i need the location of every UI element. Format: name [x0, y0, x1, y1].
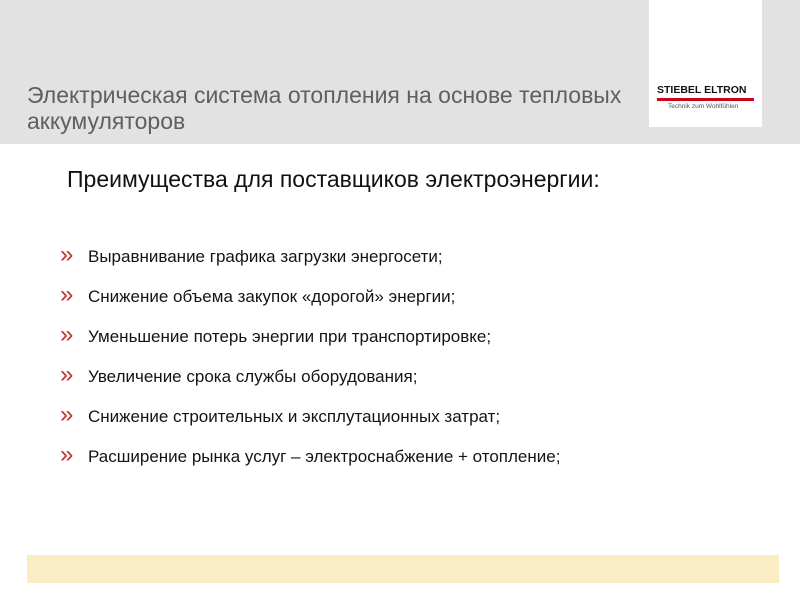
list-item — [60, 241, 780, 284]
list-item-text: Выравнивание графика загрузки энергосети; — [88, 247, 443, 266]
advantages-list — [60, 241, 780, 484]
list-item-text: Уменьшение потерь энергии при транспортировке; — [88, 327, 492, 346]
list-item — [60, 281, 780, 324]
list-item-text: Расширение рынка услуг – электроснабжение + отопление; — [88, 447, 561, 466]
slide-title: Электрическая система отопления на основе тепловых аккумуляторов — [27, 82, 622, 134]
logo-wordmark: STIEBEL ELTRON — [657, 83, 754, 101]
list-item-text: Увеличение срока службы оборудования; — [88, 367, 418, 386]
bullet-chevron-icon: » — [60, 241, 74, 268]
bullet-chevron-icon: » — [60, 281, 74, 308]
list-item — [60, 441, 780, 484]
bullet-chevron-icon: » — [60, 401, 74, 428]
brand-logo — [649, 0, 762, 127]
logo-tagline: Technik zum Wohlfühlen — [668, 103, 739, 110]
list-item-text: Снижение строительных и эксплутационных затрат; — [88, 407, 501, 426]
list-item — [60, 321, 780, 364]
bullet-chevron-icon: » — [60, 321, 74, 348]
list-item — [60, 401, 780, 444]
header-band — [0, 0, 800, 144]
bullet-chevron-icon: » — [60, 361, 74, 388]
footer-band — [27, 555, 779, 583]
list-item — [60, 361, 780, 404]
bullet-chevron-icon: » — [60, 441, 74, 468]
section-subtitle: Преимущества для поставщиков электроэнергии: — [67, 166, 600, 192]
list-item-text: Снижение объема закупок «дорогой» энергии; — [88, 287, 456, 306]
